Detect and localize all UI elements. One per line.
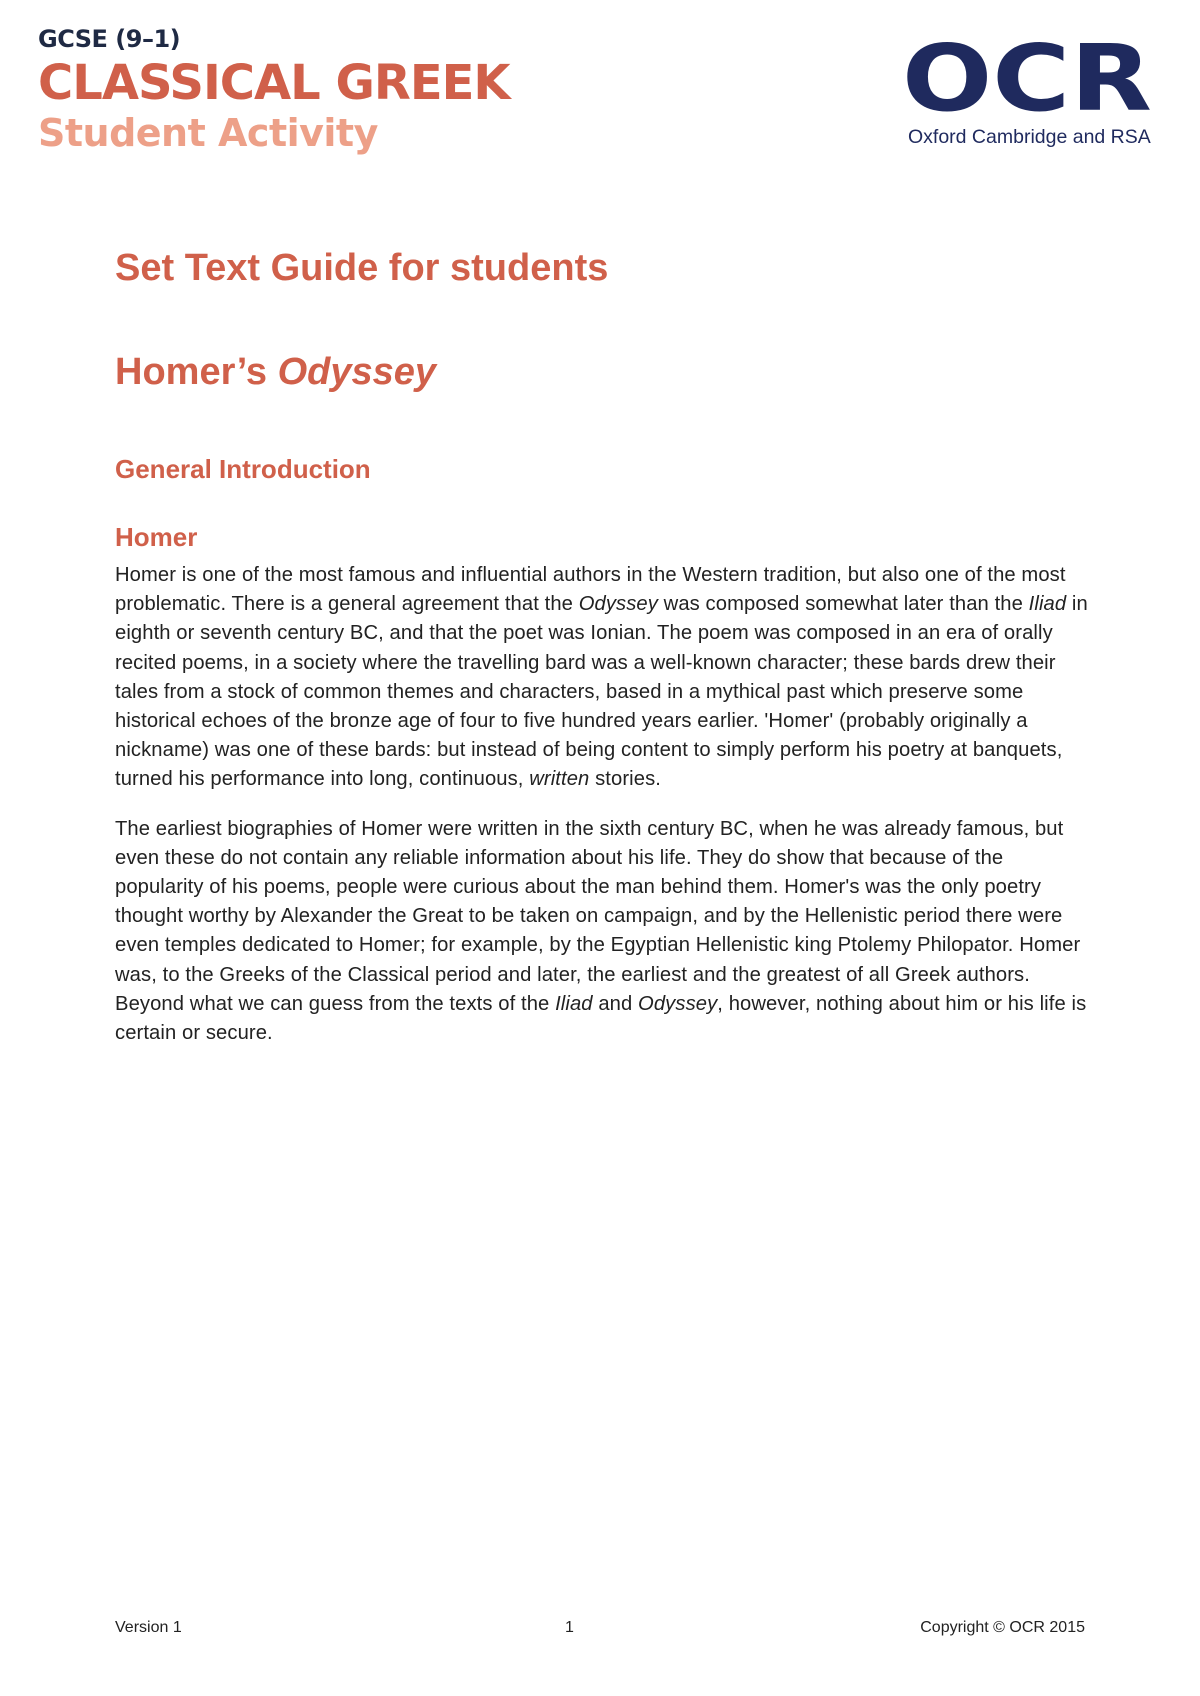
paragraph-1-text: in eighth or seventh century BC, and that the poet was Ionian. The poem was composed in an era of orally recited poems, in a society where the travelling bard was a well-known character; these bards drew their tales from a stock of common themes and characters, based in a mythical past which preserve some historical echoes of the bronze age of four to five hundred years earlier. 'Homer' (probably originally a nickname) was one of these bards: but instead of being content to simply perform his poetry at banquets, turned his performance into long, continuous, (115, 593, 1088, 791)
main-content (115, 245, 1095, 1048)
footer-page-number: 1 (565, 1619, 574, 1636)
ocr-logo-subtitle: Oxford Cambridge and RSA (908, 126, 1151, 148)
activity-label: Student Activity (38, 111, 378, 155)
emphasis-italic: written (529, 768, 590, 791)
paragraph-2-text: The earliest biographies of Homer were written in the sixth century BC, when he was already famous, but even these do not contain any reliable information about his life. They do show that because of the popularity of his poems, people were curious about the man behind them. Homer's was the only poetry thought worthy by Alexander the Great to be taken on campaign, and by the Hellenistic period there were even temples dedicated to Homer; for example, by the Egyptian Hellenistic king Ptolemy Philopator. Homer was, to the Greeks of the Classical period and later, the earliest and the greatest of all Greek authors. Beyond what we can guess from the texts of the (115, 817, 1081, 1015)
paragraph-2-text: and (592, 992, 639, 1015)
document-subtitle (115, 349, 1095, 395)
footer-version: Version 1 (115, 1619, 182, 1636)
ocr-logo (902, 36, 1162, 149)
work-title-italic: Odyssey (638, 992, 718, 1015)
paragraph-1-text: was composed somewhat later than the (657, 593, 1029, 616)
work-title-italic: Odyssey (578, 593, 658, 616)
ocr-logo-text: OCR (902, 36, 1152, 120)
footer-copyright: Copyright © OCR 2015 (920, 1619, 1085, 1636)
qualification-branding (38, 24, 510, 156)
subtitle-work: Odyssey (277, 351, 437, 393)
section-heading: General Introduction (115, 454, 371, 484)
work-title-italic: Iliad (1028, 593, 1067, 616)
subsection-heading: Homer (115, 522, 198, 552)
qualification-label: GCSE (9–1) (38, 25, 181, 53)
paragraph-1-text: Homer is one of the most famous and influential authors in the Western tradition, but also one of the most problematic. There is a general agreement that the (115, 564, 1066, 616)
subject-title: CLASSICAL GREEK (38, 55, 510, 111)
body-paragraph-1 (115, 561, 1095, 795)
paragraph-1-text: stories. (589, 768, 661, 791)
paragraph-2-text: , however, nothing about him or his life is certain or secure. (115, 992, 1087, 1045)
subtitle-author: Homer’s (115, 351, 278, 393)
page-footer (115, 1619, 1085, 1643)
work-title-italic: Iliad (555, 992, 593, 1015)
document-title: Set Text Guide for students (115, 247, 609, 289)
ocr-logo-mark (902, 36, 1152, 120)
body-paragraph-2 (115, 815, 1095, 1049)
